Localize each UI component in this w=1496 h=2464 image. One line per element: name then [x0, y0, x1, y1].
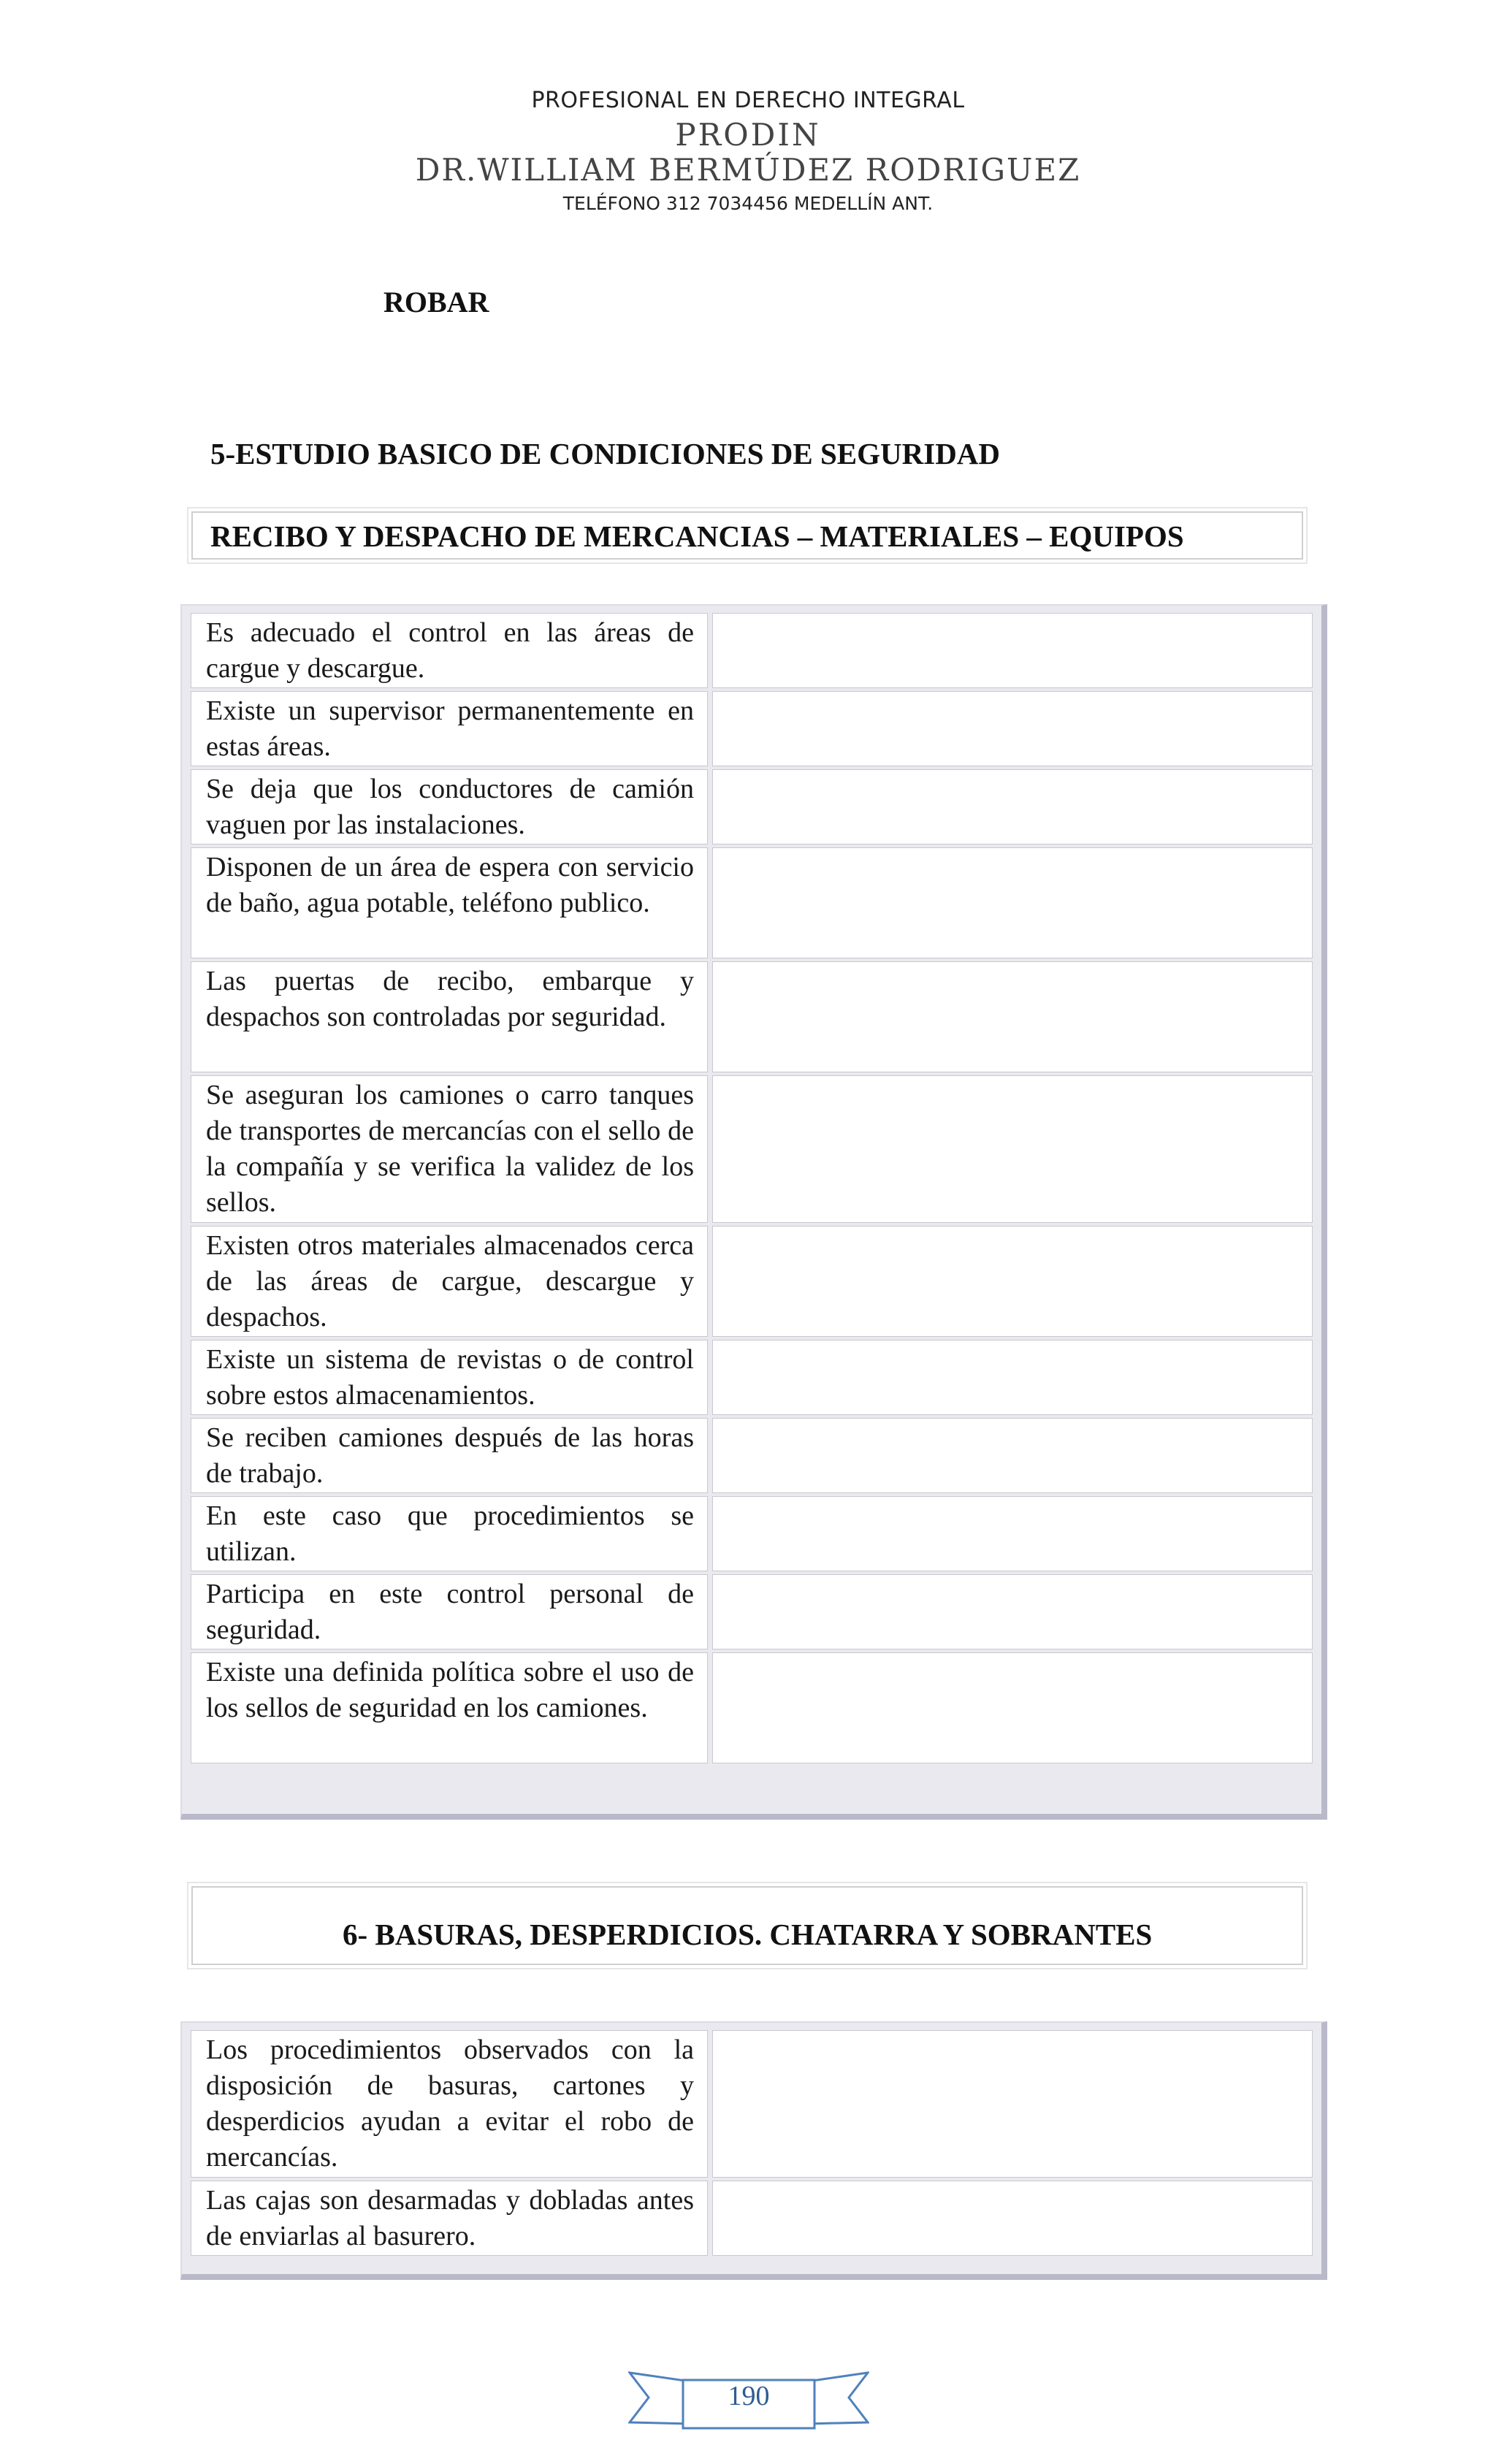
- question-cell: Los procedimientos observados con la disposición de basuras, cartones y desperdicios ayudan a evitar el robo de mercancías.: [191, 2030, 708, 2178]
- header-phone: TELÉFONO 312 7034456 MEDELLÍN ANT.: [562, 193, 934, 214]
- question-cell: Se reciben camiones después de las horas de trabajo.: [191, 1418, 708, 1493]
- answer-cell[interactable]: [712, 1496, 1313, 1571]
- answer-cell[interactable]: [712, 1075, 1313, 1223]
- question-cell: Es adecuado el control en las áreas de cargue y descargue.: [191, 613, 708, 688]
- table-row: [191, 1574, 1313, 1649]
- answer-cell[interactable]: [712, 1574, 1313, 1649]
- table-row: [191, 2030, 1313, 2178]
- answer-cell[interactable]: [712, 613, 1313, 688]
- answer-cell[interactable]: [712, 1652, 1313, 1763]
- header-name: DR.WILLIAM BERMÚDEZ RODRIGUEZ: [415, 152, 1081, 188]
- table-row: [191, 769, 1313, 844]
- table-row: [191, 1340, 1313, 1415]
- table-row: [191, 1226, 1313, 1337]
- table-row: [191, 1496, 1313, 1571]
- section-5-box-title: RECIBO Y DESPACHO DE MERCANCIAS – MATERIALES – EQUIPOS: [191, 511, 1303, 560]
- table-row: [191, 847, 1313, 958]
- question-cell: Existen otros materiales almacenados cerca de las áreas de cargue, descargue y despachos.: [191, 1226, 708, 1337]
- question-cell: Participa en este control personal de seguridad.: [191, 1574, 708, 1649]
- question-cell: Las cajas son desarmadas y dobladas antes de enviarlas al basurero.: [191, 2181, 708, 2256]
- answer-cell[interactable]: [712, 2181, 1313, 2256]
- question-cell: Existe una definida política sobre el uso de los sellos de seguridad en los camiones.: [191, 1652, 708, 1763]
- table-row: [191, 2181, 1313, 2256]
- question-cell: Se deja que los conductores de camión vaguen por las instalaciones.: [191, 769, 708, 844]
- answer-cell[interactable]: [712, 2030, 1313, 2178]
- table-row: [191, 961, 1313, 1072]
- answer-cell[interactable]: [712, 691, 1313, 766]
- table-row: [191, 1075, 1313, 1223]
- answer-cell[interactable]: [712, 847, 1313, 958]
- page-number-ribbon: [628, 2360, 869, 2433]
- table-row: [191, 1418, 1313, 1493]
- section-6-box-title: 6- BASURAS, DESPERDICIOS. CHATARRA Y SOBRANTES: [191, 1886, 1303, 1965]
- section-6-table: [180, 2021, 1327, 2280]
- table-row: [191, 1652, 1313, 1763]
- table-row: [191, 691, 1313, 766]
- question-cell: Se aseguran los camiones o carro tanques de transportes de mercancías con el sello de la compañía y se verifica la validez de los sellos.: [191, 1075, 708, 1223]
- table-row: [191, 613, 1313, 688]
- question-cell: Existe un sistema de revistas o de control sobre estos almacenamientos.: [191, 1340, 708, 1415]
- header-acronym: PRODIN: [675, 117, 821, 153]
- answer-cell[interactable]: [712, 961, 1313, 1072]
- answer-cell[interactable]: [712, 1418, 1313, 1493]
- question-cell: Existe un supervisor permanentemente en estas áreas.: [191, 691, 708, 766]
- question-cell: Disponen de un área de espera con servicio de baño, agua potable, teléfono publico.: [191, 847, 708, 958]
- answer-cell[interactable]: [712, 769, 1313, 844]
- section-5-title: 5-ESTUDIO BASICO DE CONDICIONES DE SEGURIDAD: [210, 437, 1001, 470]
- header-firm: PROFESIONAL EN DERECHO INTEGRAL: [531, 88, 965, 113]
- page-number: 190: [728, 2381, 770, 2411]
- section-label: ROBAR: [383, 286, 489, 319]
- question-cell: En este caso que procedimientos se utilizan.: [191, 1496, 708, 1571]
- section-5-table: [180, 604, 1327, 1820]
- answer-cell[interactable]: [712, 1340, 1313, 1415]
- question-cell: Las puertas de recibo, embarque y despachos son controladas por seguridad.: [191, 961, 708, 1072]
- answer-cell[interactable]: [712, 1226, 1313, 1337]
